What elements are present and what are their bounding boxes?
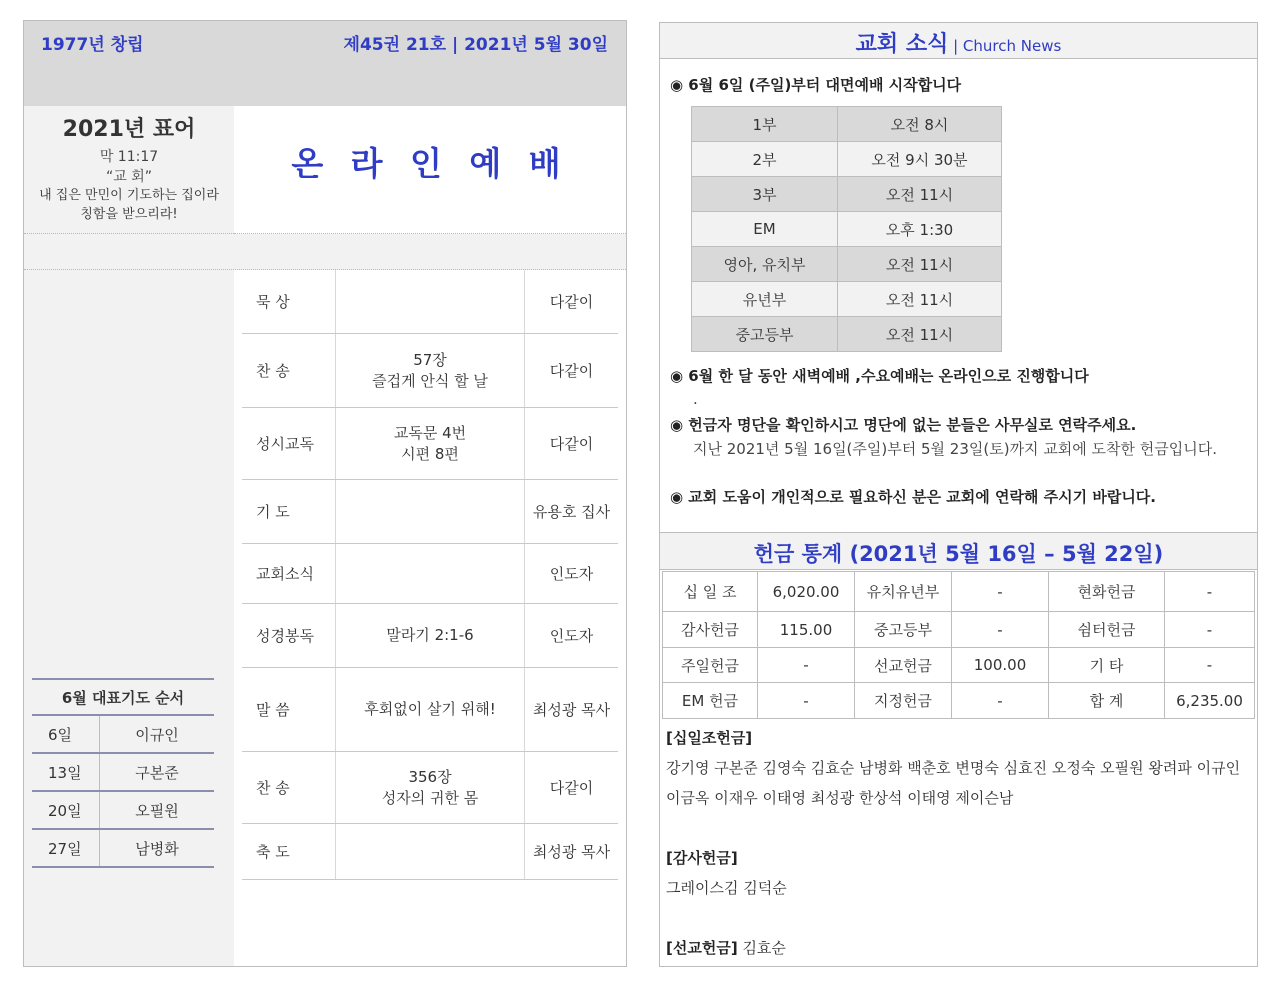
order-content: [336, 408, 525, 479]
news-title-main: 교회 소식: [855, 32, 949, 57]
schedule-time: 오전 11시: [838, 317, 1002, 352]
offering-label: 쉼터헌금: [1049, 612, 1165, 648]
schedule-row: [692, 107, 1002, 142]
offering-label: 선교헌금: [855, 648, 952, 683]
order-item: 교회소식: [242, 544, 336, 603]
schedule-part: 3부: [692, 177, 838, 212]
founded-year: 1977년 창립: [41, 35, 144, 55]
offering-row: [663, 572, 1255, 612]
schedule-time: 오전 8시: [838, 107, 1002, 142]
order-item: 찬 송: [242, 752, 336, 823]
offering-value: -: [1165, 612, 1255, 648]
divider-band: [24, 234, 626, 270]
order-content: [336, 604, 525, 667]
schedule-row: [692, 142, 1002, 177]
right-page: [659, 22, 1258, 967]
mission-heading: [선교헌금]: [666, 939, 738, 957]
offering-table: [662, 571, 1255, 719]
offering-label: 합 계: [1049, 683, 1165, 719]
schedule-part: EM: [692, 212, 838, 247]
offering-value: 6,020.00: [758, 572, 855, 612]
order-item: 축 도: [242, 824, 336, 879]
prayer-row: [32, 716, 214, 754]
left-page: [23, 20, 627, 967]
news-title: [856, 27, 1062, 58]
order-item: 찬 송: [242, 334, 336, 407]
offering-label: EM 헌금: [663, 683, 758, 719]
offering-row: [663, 683, 1255, 719]
prayer-date: 27일: [32, 830, 100, 866]
news-item-help: [670, 486, 1156, 507]
order-content: [336, 270, 525, 333]
tithe-donors-line2: 이금옥 이재우 이태영 최성광 한상석 이태영 제이슨남: [666, 789, 1014, 807]
schedule-row: [692, 212, 1002, 247]
offering-value: 100.00: [952, 648, 1049, 683]
news-title-sub: | Church News: [948, 37, 1062, 55]
prayer-schedule-title: 6월 대표기도 순서: [32, 678, 214, 716]
service-title: 온 라 인 예 배: [291, 144, 569, 183]
schedule-time: 오전 9시 30분: [838, 142, 1002, 177]
schedule-time: 오후 1:30: [838, 212, 1002, 247]
prayer-row: [32, 754, 214, 792]
prayer-date: 6일: [32, 716, 100, 752]
motto-title: 2021년 표어: [62, 117, 196, 142]
offering-title-bar: [660, 532, 1257, 570]
offering-value: -: [758, 648, 855, 683]
prayer-date: 20일: [32, 792, 100, 828]
bulletin-header: [24, 21, 626, 106]
schedule-row: [692, 177, 1002, 212]
service-time-table: [691, 106, 1002, 352]
order-row: [242, 668, 618, 752]
schedule-time: 오전 11시: [838, 282, 1002, 317]
prayer-name: 이규인: [135, 725, 179, 744]
motto-word: “교 회”: [105, 169, 152, 185]
news-item-in-person: [670, 74, 961, 95]
news-area: [660, 59, 1257, 532]
offering-label: 지정헌금: [855, 683, 952, 719]
order-content: [336, 752, 525, 823]
offering-label: 감사헌금: [663, 612, 758, 648]
order-content: [336, 544, 525, 603]
prayer-name: 오필원: [135, 801, 179, 820]
order-row: [242, 480, 618, 544]
offering-label: 현화헌금: [1049, 572, 1165, 612]
order-row: [242, 604, 618, 668]
order-content: [336, 480, 525, 543]
news-title-bar: [660, 23, 1257, 59]
schedule-part: 2부: [692, 142, 838, 177]
order-content-line: 교독문 4번: [393, 423, 467, 442]
schedule-time: 오전 11시: [838, 247, 1002, 282]
offering-value: 6,235.00: [1165, 683, 1255, 719]
order-row: [242, 270, 618, 334]
schedule-row: [692, 317, 1002, 352]
schedule-part: 중고등부: [692, 317, 838, 352]
offering-value: -: [952, 612, 1049, 648]
spacer: [666, 903, 1251, 933]
order-content-line: 356장: [408, 767, 452, 786]
mission-donors: 김효순: [737, 939, 786, 957]
thanks-heading: [감사헌금]: [666, 849, 738, 867]
order-leader: 최성광 목사: [532, 843, 611, 861]
motto-verse-line1: 내 집은 만민이 기도하는 집이라: [39, 188, 219, 203]
service-title-box: [234, 106, 626, 234]
order-leader: 다같이: [549, 293, 594, 311]
news-item-text: ◉ 교회 도움이 개인적으로 필요하신 분은 교회에 연락해 주시기 바랍니다.: [670, 488, 1156, 506]
prayer-schedule: [32, 678, 214, 868]
worship-order: [234, 270, 626, 966]
order-row: [242, 752, 618, 824]
order-content: [336, 668, 525, 751]
news-item-text: ◉ 6월 6일 (주일)부터 대면예배 시작합니다: [670, 76, 962, 94]
offering-value: -: [1165, 572, 1255, 612]
schedule-part: 1부: [692, 107, 838, 142]
order-leader: 다같이: [549, 435, 594, 453]
offering-value: 115.00: [758, 612, 855, 648]
prayer-row: [32, 830, 214, 868]
offering-value: -: [952, 683, 1049, 719]
mission-line: [666, 933, 1251, 963]
offering-value: -: [758, 683, 855, 719]
offering-row: [663, 648, 1255, 683]
order-item: 말 씀: [242, 668, 336, 751]
motto-box: [24, 106, 234, 234]
prayer-date: 13일: [32, 754, 100, 790]
schedule-time: 오전 11시: [838, 177, 1002, 212]
order-leader: 인도자: [549, 565, 594, 583]
donor-list: [666, 723, 1251, 963]
order-content-line: 즐겁게 안식 할 날: [372, 371, 488, 390]
offering-label: 주일헌금: [663, 648, 758, 683]
schedule-row: [692, 247, 1002, 282]
schedule-row: [692, 282, 1002, 317]
offering-label: 십 일 조: [663, 572, 758, 612]
prayer-name: 남병화: [135, 839, 179, 858]
offering-label: 유치유년부: [855, 572, 952, 612]
spacer: [666, 813, 1251, 843]
order-leader: 다같이: [549, 362, 594, 380]
news-item-donor-list: [670, 414, 1136, 435]
news-item-text: ◉ 헌금자 명단을 확인하시고 명단에 없는 분들은 사무실로 연락주세요.: [670, 416, 1137, 434]
order-content-line: 시편 8편: [401, 444, 459, 463]
order-content: [336, 334, 525, 407]
order-leader: 유용호 집사: [532, 503, 611, 521]
issue-info: 제45권 21호 | 2021년 5월 30일: [343, 35, 608, 55]
order-item: 기 도: [242, 480, 336, 543]
schedule-part: 유년부: [692, 282, 838, 317]
offering-row: [663, 612, 1255, 648]
prayer-name: 구본준: [135, 763, 179, 782]
offering-title: 헌금 통계 (2021년 5월 16일 – 5월 22일): [753, 542, 1164, 566]
offering-value: -: [1165, 648, 1255, 683]
motto-verse-line2: 칭함을 받으리라!: [80, 207, 178, 222]
schedule-part: 영아, 유치부: [692, 247, 838, 282]
order-row: [242, 824, 618, 880]
motto-reference: 막 11:17: [99, 149, 159, 165]
order-row: [242, 408, 618, 480]
order-item: 성경봉독: [242, 604, 336, 667]
order-content-line: 말라기 2:1-6: [386, 626, 474, 644]
thanks-donors: 그레이스김 김덕순: [666, 879, 787, 897]
tithe-heading: [십일조헌금]: [666, 729, 753, 747]
order-item: 성시교독: [242, 408, 336, 479]
order-leader: 다같이: [549, 779, 594, 797]
offering-label: 기 타: [1049, 648, 1165, 683]
tithe-donors-line1: 강기영 구본준 김영숙 김효순 남병화 백춘호 변명숙 심효진 오정숙 오필원 왕려파 이규인: [666, 759, 1241, 777]
order-leader: 최성광 목사: [532, 701, 611, 719]
prayer-row: [32, 792, 214, 830]
offering-label: 중고등부: [855, 612, 952, 648]
news-item-online: [670, 365, 1089, 386]
news-item-donor-period: 지난 2021년 5월 16일(주일)부터 5월 23일(토)까지 교회에 도착한 헌금입니다.: [693, 440, 1218, 458]
news-item-online-cont: .: [693, 390, 698, 408]
order-item: 묵 상: [242, 270, 336, 333]
news-item-text: ◉ 6월 한 달 동안 새벽예배 ,수요예배는 온라인으로 진행합니다: [670, 367, 1089, 385]
order-content-line: 57장: [413, 350, 447, 369]
order-content-line: 성자의 귀한 몸: [381, 788, 479, 807]
sermon-title: 후회없이 살기 위해!: [364, 700, 496, 718]
order-leader: 인도자: [549, 627, 594, 645]
order-row: [242, 334, 618, 408]
order-content: [336, 824, 525, 879]
offering-value: -: [952, 572, 1049, 612]
order-row: [242, 544, 618, 604]
